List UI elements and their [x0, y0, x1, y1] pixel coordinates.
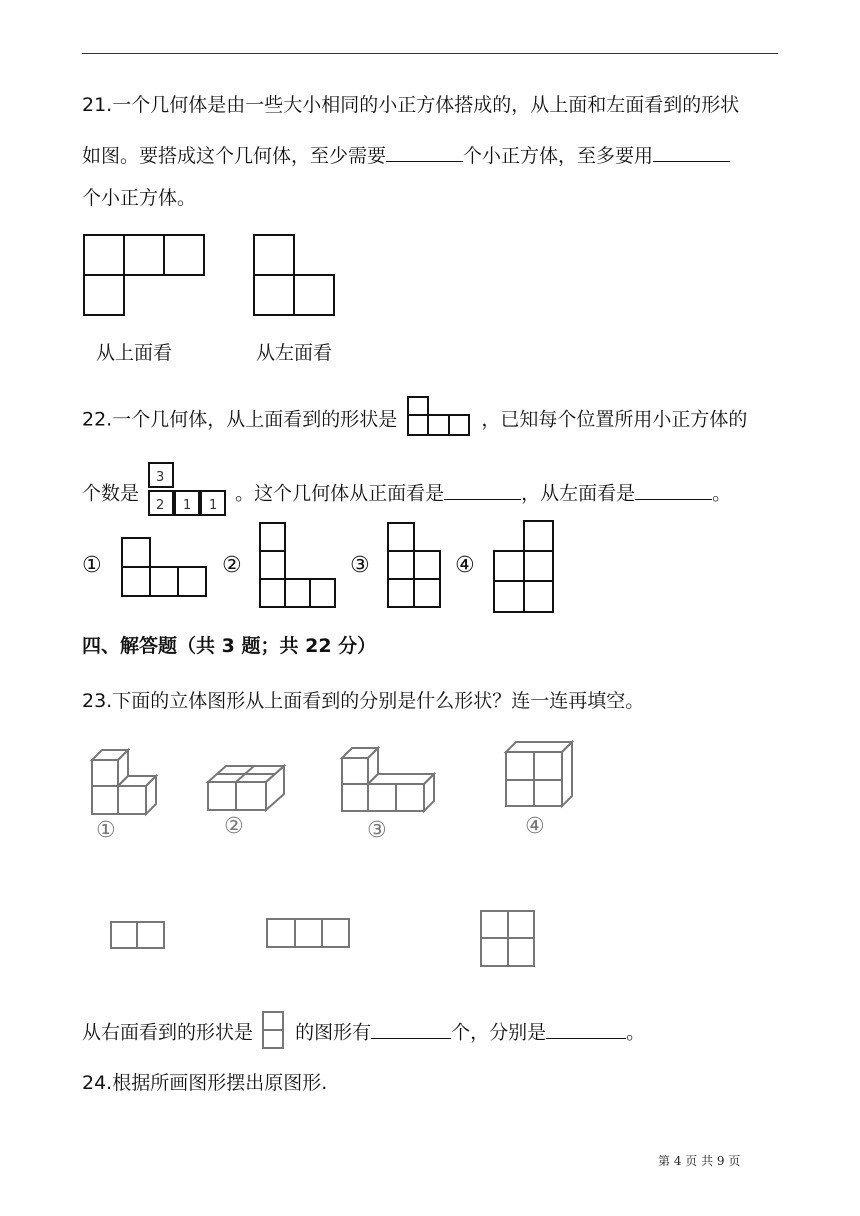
section-heading	[82, 633, 376, 659]
q22-text2d: 。	[712, 482, 732, 505]
q23-solid-4	[504, 740, 574, 810]
q22-opt2-cell	[260, 523, 285, 551]
q22-opt4-cell	[524, 581, 553, 612]
q22-opt3-cell	[388, 523, 414, 551]
q21-text2a: 如图。要搭成这个几何体，至少需要	[82, 145, 387, 167]
q22-opt3-cell	[414, 551, 440, 579]
q23-text-a: 从右面看到的形状是	[82, 1021, 254, 1044]
q22-count-grid	[147, 461, 227, 519]
q21-top-cell	[164, 235, 204, 275]
q23-text-c: 个，分别是	[451, 1021, 547, 1044]
q22-option-label: ②	[222, 553, 242, 578]
q23-solid-label: ②	[224, 814, 244, 839]
q22-opt1-cell	[178, 567, 206, 596]
q21-text3: 个小正方体。	[82, 187, 197, 209]
q22-opt2-cell	[260, 551, 285, 579]
q22-inline-cell	[449, 415, 469, 435]
q21-top-cell	[84, 275, 124, 315]
q22-opt4-cell	[524, 521, 553, 551]
q21-line1	[82, 92, 739, 118]
q24-text1: 24.根据所画图形摆出原图形.	[82, 1072, 328, 1094]
q23-top-shape-3	[266, 917, 352, 951]
q22-opt1-cell	[122, 567, 150, 596]
q22-opt4-cell	[494, 551, 524, 581]
q22-option-label: ①	[82, 553, 102, 578]
q22-count-label: 1	[183, 498, 192, 513]
q22-opt1-cell	[150, 567, 178, 596]
q22-opt3-cell	[388, 551, 414, 579]
q23-blank-which[interactable]	[546, 1018, 626, 1039]
q22-opt4-cell	[524, 551, 553, 581]
q21-top-view-figure	[84, 235, 208, 317]
q22-inline-cell	[408, 397, 428, 415]
q21-left-cell	[254, 275, 294, 315]
q23-fill-line	[82, 1012, 645, 1054]
q22-opt3-cell	[388, 579, 414, 607]
q22-inline-cell	[428, 415, 449, 435]
section-title-part: 分）	[331, 635, 377, 657]
q21-top-cell	[124, 235, 164, 275]
q22-inline-cell	[408, 415, 428, 435]
q21-caption-top: 从上面看	[96, 342, 173, 364]
section-question-count: 3	[221, 635, 235, 657]
q23-solid-label: ③	[367, 818, 387, 843]
q22-text2b: 。这个几何体从正面看是	[235, 482, 445, 505]
q23-text1: 23.下面的立体图形从上面看到的分别是什么形状？连一连再填空。	[82, 690, 645, 712]
q22-opt2-cell	[285, 579, 310, 607]
q22-opt2-cell	[310, 579, 335, 607]
q24-line1	[82, 1070, 327, 1096]
q22-line1	[82, 397, 747, 443]
q22-opt4-cell	[494, 581, 524, 612]
q23-right-view-inline	[261, 1010, 287, 1052]
q23-text-b: 的图形有	[295, 1021, 372, 1044]
section-title-part: 题；共	[234, 635, 306, 657]
q22-option-label: ④	[455, 553, 475, 578]
q23-solid-label: ①	[96, 818, 116, 843]
q21-blank-min[interactable]	[386, 141, 463, 162]
q21-top-cell	[84, 235, 124, 275]
q22-text2a: 个数是	[82, 482, 140, 505]
q22-opt3-cell	[414, 579, 440, 607]
q21-left-view-figure	[254, 235, 338, 317]
q22-blank-left[interactable]	[635, 479, 712, 500]
q22-option-3-figure	[388, 523, 442, 609]
header-rule	[82, 53, 778, 54]
q23-solid-3	[340, 744, 436, 814]
q22-option-1-figure	[122, 538, 208, 600]
q22-count-label: 1	[209, 498, 218, 513]
q23-top-shape-4	[479, 909, 537, 969]
page-footer: 第 4 页 共 9 页	[658, 1154, 741, 1168]
q21-line3	[82, 185, 196, 211]
q23-text-d: 。	[626, 1021, 646, 1044]
q22-count-label: 3	[156, 470, 165, 485]
q23-top-shape-2	[110, 920, 166, 952]
q22-opt2-cell	[260, 579, 285, 607]
q21-left-cell	[294, 275, 334, 315]
section-title-part: 四、解答题（共	[82, 635, 222, 657]
q21-caption-left: 从左面看	[256, 342, 333, 364]
q22-text1a: 22.一个几何体，从上面看到的形状是	[82, 408, 398, 431]
q22-text1b: ，已知每个位置所用小正方体的	[481, 408, 748, 431]
q23-solid-label: ④	[525, 814, 545, 839]
q23-blank-count[interactable]	[371, 1018, 451, 1039]
q22-option-4-figure	[494, 521, 556, 615]
q22-option-label: ③	[350, 553, 370, 578]
q22-count-label: 2	[156, 498, 165, 513]
q23-solid-2	[206, 762, 286, 814]
q23-line1	[82, 688, 644, 714]
q21-text1: 21.一个几何体是由一些大小相同的小正方体搭成的，从上面和左面看到的形状	[82, 94, 740, 116]
q22-option-2-figure	[260, 523, 338, 609]
section-score: 22	[305, 635, 332, 657]
q22-text2c: ，从左面看是	[521, 482, 636, 505]
q21-left-cell	[254, 235, 294, 275]
q21-blank-max[interactable]	[653, 141, 730, 162]
q21-text2b: 个小正方体，至多要用	[463, 145, 654, 167]
q23-solid-1	[90, 746, 160, 818]
q22-line2	[82, 465, 731, 523]
q22-top-view-inline	[407, 395, 471, 441]
q22-opt1-cell	[122, 538, 150, 567]
q22-blank-front[interactable]	[444, 479, 521, 500]
q21-line2	[82, 141, 730, 169]
